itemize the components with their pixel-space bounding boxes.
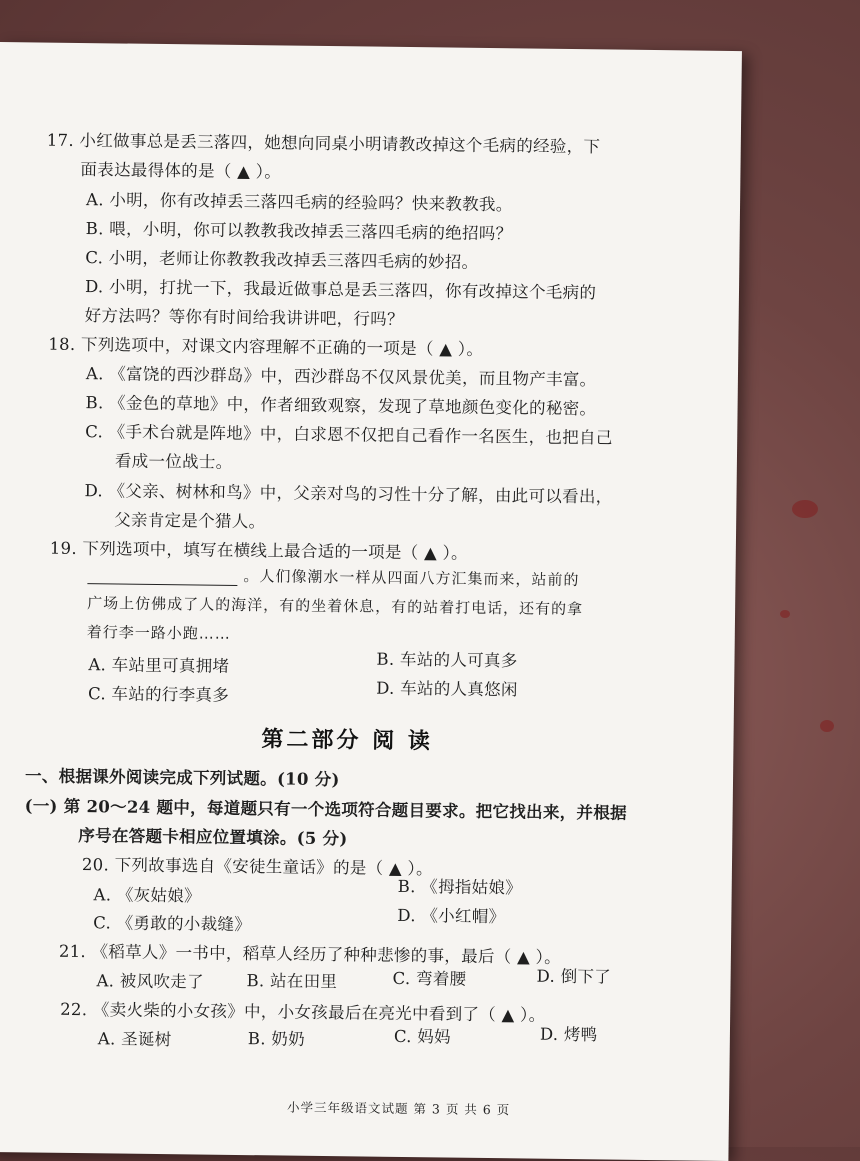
q20-option-b: B. 《拇指姑娘》 bbox=[397, 876, 523, 898]
q22-option-c: C. 妈妈 bbox=[393, 1026, 452, 1047]
q21-option-d: D. 倒下了 bbox=[536, 966, 612, 987]
q18-option-b: B. 《金色的草地》中，作者细致观察，发现了草地颜色变化的秘密。 bbox=[85, 393, 597, 419]
subsection1-line2: 序号在答题卡相应位置填涂。(5 分) bbox=[78, 826, 348, 849]
q19-passage-line3: 着行李一路小跑…… bbox=[86, 623, 231, 643]
q19-passage-text1: 。人们像潮水一样从四面八方汇集而来，站前的 bbox=[243, 567, 580, 590]
q22-option-d: D. 烤鸭 bbox=[539, 1024, 598, 1045]
q18-option-d-line2: 父亲肯定是个猎人。 bbox=[114, 510, 266, 532]
q21-option-a: A. 被风吹走了 bbox=[96, 971, 204, 992]
q19-option-d: D. 车站的人真悠闲 bbox=[376, 678, 518, 700]
q20-option-d: D. 《小红帽》 bbox=[397, 905, 506, 927]
q20-option-a: A. 《灰姑娘》 bbox=[93, 885, 202, 906]
q19-passage-line2: 广场上仿佛成了人的海洋，有的坐着休息，有的站着打电话，还有的拿 bbox=[87, 594, 584, 619]
q17-stem-line2: 面表达最得体的是（ ▲ ）。 bbox=[80, 159, 282, 182]
q18-option-c-line1: C. 《手术台就是阵地》中，白求恩不仅把自己看作一名医生，也把自己 bbox=[85, 422, 613, 448]
page-footer: 小学三年级语文试题 第 3 页 共 6 页 bbox=[286, 1099, 511, 1118]
q21-stem: 21. 《稻草人》一书中，稻草人经历了种种悲惨的事，最后（ ▲ ）。 bbox=[58, 941, 562, 967]
q22-stem: 22. 《卖火柴的小女孩》中，小女孩最后在亮光中看到了（ ▲ ）。 bbox=[60, 999, 546, 1025]
section1-heading: 一、根据课外阅读完成下列试题。(10 分) bbox=[24, 766, 340, 790]
q19-option-a: A. 车站里可真拥堵 bbox=[88, 655, 230, 676]
q17-option-a: A. 小明，你有改掉丢三落四毛病的经验吗？快来教教我。 bbox=[85, 190, 513, 215]
q21-option-c: C. 弯着腰 bbox=[392, 968, 467, 989]
q18-option-d-line1: D. 《父亲、树林和鸟》中，父亲对鸟的习性十分了解，由此可以看出， bbox=[84, 481, 613, 507]
q20-stem: 20. 下列故事选自《安徒生童话》的是（ ▲ ）。 bbox=[81, 855, 433, 879]
q19-option-c: C. 车站的行李真多 bbox=[87, 684, 230, 705]
background-stain bbox=[780, 610, 790, 618]
q19-passage-line1 bbox=[87, 563, 579, 590]
q18-option-c-line2: 看成一位战士。 bbox=[114, 451, 233, 472]
q21-option-b: B. 站在田里 bbox=[246, 971, 338, 992]
q17-option-d-line2: 好方法吗？等你有时间给我讲讲吧，行吗？ bbox=[84, 306, 404, 329]
q19-option-b: B. 车站的人可真多 bbox=[376, 649, 518, 671]
q18-option-a: A. 《富饶的西沙群岛》中，西沙群岛不仅风景优美，而且物产丰富。 bbox=[85, 364, 597, 390]
q18-stem: 18. 下列选项中，对课文内容理解不正确的一项是（ ▲ ）。 bbox=[48, 334, 484, 359]
q17-option-b: B. 喂，小明，你可以教教我改掉丢三落四毛病的绝招吗？ bbox=[85, 219, 513, 244]
background-stain bbox=[820, 720, 834, 732]
exam-page bbox=[0, 42, 742, 1161]
q22-option-b: B. 奶奶 bbox=[247, 1029, 306, 1049]
fill-in-blank bbox=[87, 569, 237, 586]
q19-stem: 19. 下列选项中，填写在横线上最合适的一项是（ ▲ ）。 bbox=[49, 538, 469, 563]
q17-option-d-line1: D. 小明，打扰一下，我最近做事总是丢三落四，你有改掉这个毛病的 bbox=[84, 277, 597, 303]
q20-option-c: C. 《勇敢的小裁缝》 bbox=[93, 913, 252, 935]
background-stain bbox=[792, 500, 818, 518]
part2-title: 第二部分 阅 读 bbox=[261, 726, 433, 755]
q17-stem-line1: 17. 小红做事总是丢三落四，她想向同桌小明请教改掉这个毛病的经验，下 bbox=[46, 130, 601, 157]
q22-option-a: A. 圣诞树 bbox=[97, 1029, 172, 1050]
q17-option-c: C. 小明，老师让你教教我改掉丢三落四毛病的妙招。 bbox=[85, 248, 479, 272]
subsection1-line1: (一) 第 20～24 题中，每道题只有一个选项符合题目要求。把它找出来，并根据 bbox=[24, 796, 628, 823]
